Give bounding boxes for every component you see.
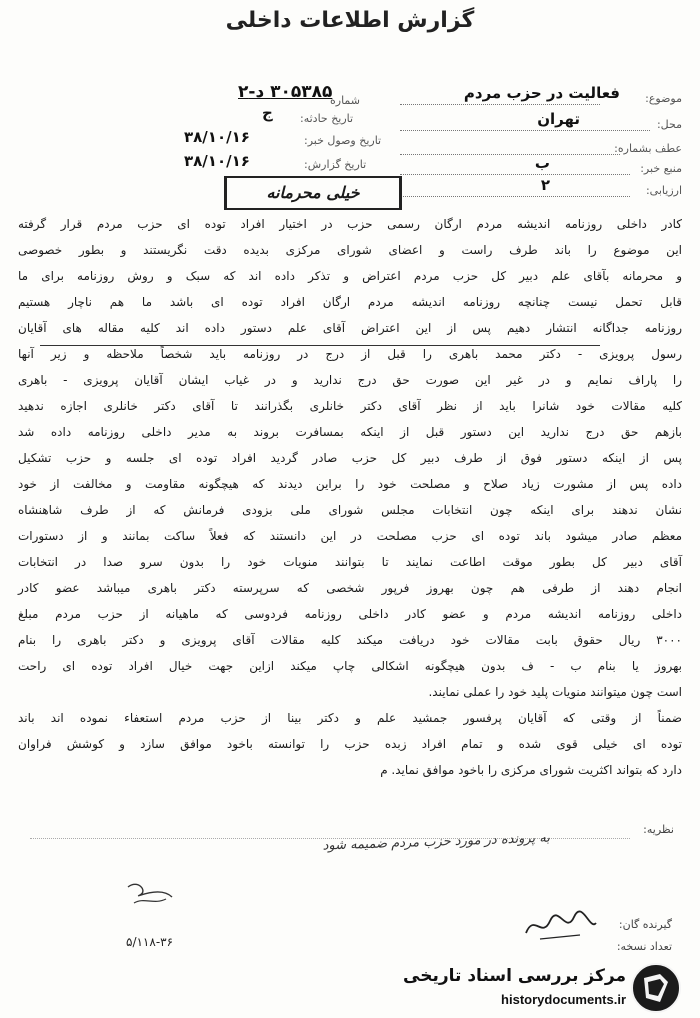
number-label: شماره [330,94,361,107]
body-line: نشان ندهند برای اینکه چون انتخابات مجلس شورای ملی بزودی فرمانش که از طرف شاهنشاه [18,503,682,517]
body-line: آقای دبیر کل بطور موقت اطاعت نمایند تا بتوانند منویات خود را بدون سرو صدا در انتخابات [18,555,682,569]
subject-value: فعالیت در حزب مردم [463,84,620,102]
copies-label: تعداد نسخه: [616,940,672,953]
body-line: روزنامه جداگانه انتشار دهیم پس از این اعتراض آقای علم دستور داده اند کلیه مقاله های آقایان [18,321,682,335]
body-line: ۳۰۰۰ ریال حقوق بابت مقالات خود دریافت میکند کلیه مقالات آقای پرویزی و دکتر باهری را بنام [18,633,682,647]
body-line: بازهم حق درج ندارید این دستور قبل از اینکه بمسافرت بروند به مدیر داخلی روزنامه داده شد [18,425,682,439]
body-line: را پاراف نمایم و در غیر این صورت حق درج ندارید و در غیاب ایشان آقایان پرویزی - باهری [18,373,682,387]
receiver-label: گیرنده گان: [618,918,672,931]
place-label: محل: [656,118,682,131]
body-line: دارد که بتواند اکثریت شورای مرکزی را باخود موافق نماید. م [380,763,682,777]
source-value: ب [534,154,550,172]
archive-logo-icon [630,962,682,1014]
receipt-date-label: تاریخ وصول خبر: [304,134,382,147]
body-line: کلیه مقالات خود شانرا باید از نظر آقای دکتر خانلری بگذرانند تا آقای دکتر خانلری اجازه ندهید [18,399,682,413]
body-line: و محرمانه بآقای علم دبیر کل حزب مردم اعتراض و تذکر داده اند که سبک و روش روزنامه برای ما [18,269,682,283]
place-value: تهران [537,110,580,128]
body-line: است چون میتوانند منویات پلید خود را عملی نمایند. [428,685,682,699]
classification-stamp: خیلی محرمانه [224,176,402,210]
report-date-value: ۳۸/۱۰/۱۶ [184,152,250,170]
document-title: گزارش اطلاعات داخلی [225,8,475,33]
initial-signature-icon [120,877,180,907]
evaluation-rule [400,196,630,197]
number-value: ۳۰۵۳۸۵ د-۲ [238,82,333,102]
body-line: بهروز یا بنام ب - ف بدون هیچگونه اشکالی چاپ میکند ازاین جهت خیال افراد توده ای راحت [18,659,682,673]
signature-icon [520,905,600,945]
body-line: انجام دهند از طرفی هم چون بهروز فرپور شخصی که سرپرسته دکتر باهری میباشد عضو کادر [18,581,682,595]
notes-label: نظریه: [643,823,674,836]
underline-mark [40,345,600,346]
body-line: قابل تحمل نیست چنانچه روزنامه اندیشه مردم ارگان افراد توده ای باشد ما هم ناچار هستیم [18,295,682,309]
body-line: داده پس از مشورت زیاد صلاح و مصلحت خود را براین دیدند که هیچگونه مقاومت و مخالفت از خود [18,477,682,491]
report-date-label: تاریخ گزارش: [304,158,367,171]
subject-label: موضوع: [645,92,682,105]
body-line: توده ای خیلی قوی شده و تمام افراد زبده حزب را توانسته باخود موافق سازد و کوشش فراوان [18,737,682,751]
body-line: ضمناً از وقتی که آقایان پرفسور جمشید علم و دکتر بینا از حزب مردم استعفاء نموده اند باند [18,711,682,725]
watermark-url: historydocuments.ir [501,992,626,1007]
attachment-rule [400,154,620,155]
watermark-name: مرکز بررسی اسناد تاریخی [403,966,626,986]
event-date-label: تاریخ حادثه: [300,112,354,125]
document-code: ۵/۱۱۸-۳۶ [126,935,174,949]
body-line: رسول پرویزی - دکتر محمد باهری را قبل از درج در روزنامه باید شخصاً ملاحظه و زیر آنها [18,347,682,361]
subject-rule [400,104,600,105]
event-date-value: ج [262,104,273,122]
receipt-date-value: ۳۸/۱۰/۱۶ [184,128,250,146]
body-line: پس از اینکه دستور فوق از طرف دبیر کل حزب صادر گردید افراد توده ای جلسه و حزب تشکیل [18,451,682,465]
source-label: منبع خبر: [640,162,682,175]
body-line: کادر داخلی روزنامه اندیشه مردم ارگان رسمی حزب در اختیار افراد توده ای حزب مردم قرار گرفته [18,217,682,231]
attachment-label: عطف بشماره: [614,142,682,155]
body-line: این موضوع را باند طرف راست و اعضای شورای مرکزی بدیده دقت نگریستند و بطور خصوصی [18,243,682,257]
body-line: معظم صادر میشود باند توده ای حزب مصلحت در این دانستند که فعلاً ساکت بمانند و از دستورات [18,529,682,543]
watermark [403,960,690,1018]
report-body [18,211,682,783]
handwritten-note: به پرونده در مورد حزب مردم ضمیمه شود [322,830,551,854]
evaluation-label: ارزیابی: [645,184,682,197]
body-line: داخلی روزنامه اندیشه مردم و عضو کادر داخلی روزنامه فردوسی که ماهیانه از حزب مردم مبلغ [18,607,682,621]
evaluation-value: ۲ [540,176,550,194]
place-rule [400,130,650,131]
source-rule [400,174,630,175]
